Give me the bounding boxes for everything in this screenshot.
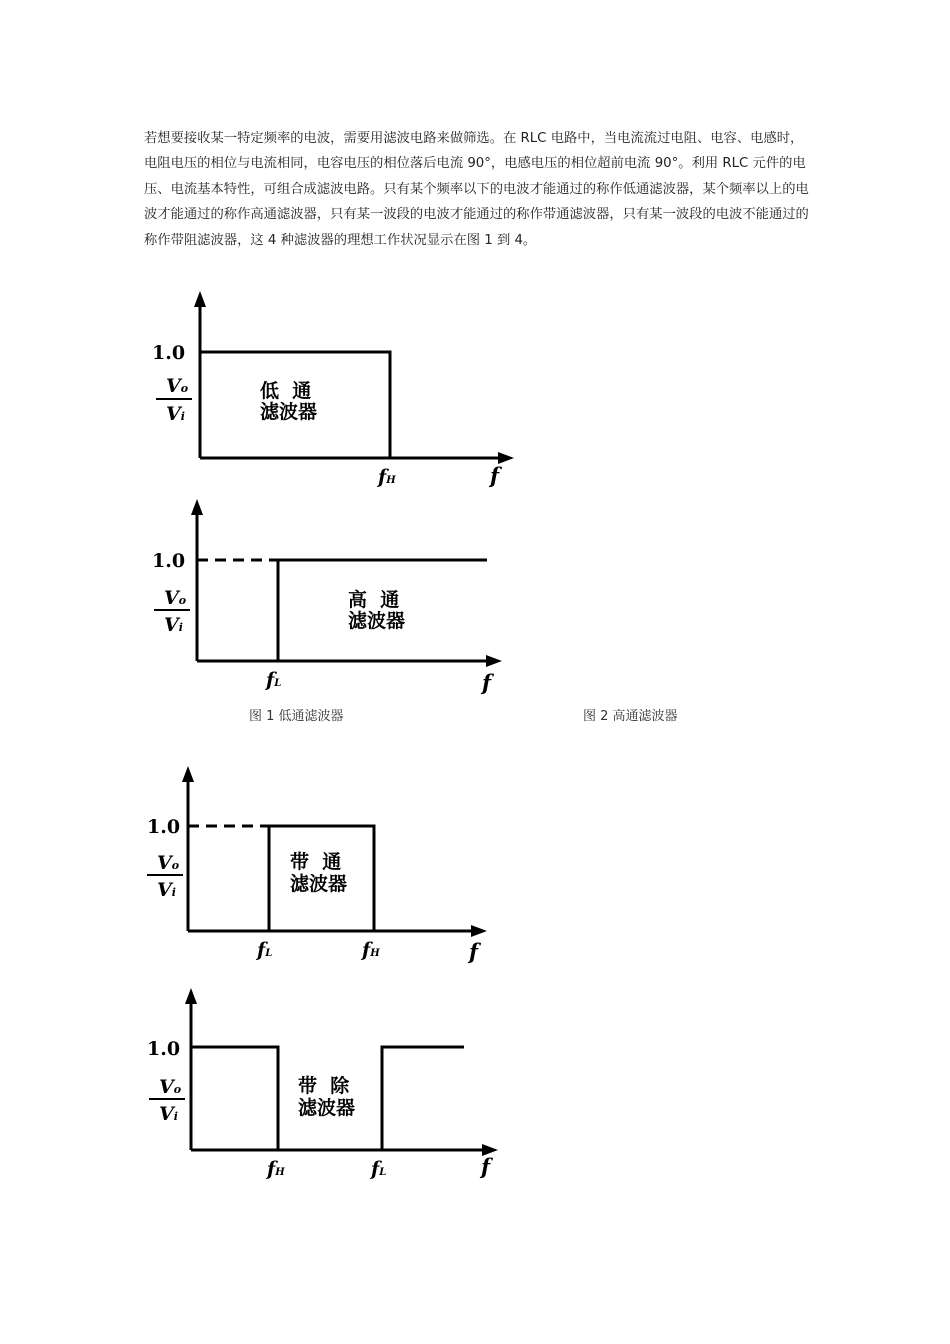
ratio-denominator: Vi xyxy=(166,403,185,425)
ratio-numerator: Vo xyxy=(159,1076,182,1098)
ratio-denominator: Vi xyxy=(164,614,183,636)
cutoff-label-low: fL xyxy=(257,939,273,961)
level-label: 1.0 xyxy=(147,1038,181,1060)
x-axis-arrow xyxy=(498,452,514,464)
y-axis-arrow xyxy=(182,766,194,782)
ratio-denominator: Vi xyxy=(159,1103,178,1125)
intro-paragraph: 若想要接收某一特定频率的电波，需要用滤波电路来做筛选。在 RLC 电路中，当电流流过电阻、电容、电感时，电阻电压的相位与电流相同，电容电压的相位落后电流 90°，电感电压的相位超前电流 90°。利用 RLC 元件的电压、电流基本特性，可组合成滤波电路。只有某个频率以下的电波才能通过的称作低通滤波器，某个频率以上的电波才能通过的称作高通滤波器，只有某一波段的电波才能通过的称作带通滤波器，只有某一波段的电波不能通过的称作带阻滤波器，这 4 种滤波器的理想工作状况显示在图 1 到 4。 xyxy=(144,131,809,248)
ratio-denominator: Vi xyxy=(157,879,176,901)
response-curve-high xyxy=(382,1047,464,1150)
bandstop-filter-diagram xyxy=(145,982,515,1187)
frequency-axis-label: f xyxy=(469,939,479,964)
cutoff-label-high: fH xyxy=(267,1158,285,1180)
highpass-filter-figure xyxy=(150,493,520,698)
filter-name-top: 带 通 xyxy=(290,851,342,873)
frequency-axis-label: f xyxy=(490,463,500,488)
filter-name-top: 带 除 xyxy=(298,1075,350,1097)
y-axis-arrow xyxy=(185,988,197,1004)
frequency-axis-label: f xyxy=(482,670,492,695)
cutoff-label-high: fH xyxy=(362,939,380,961)
lowpass-filter-figure xyxy=(150,285,520,495)
y-axis-arrow xyxy=(191,499,203,515)
x-axis-arrow xyxy=(471,925,487,937)
response-curve-low xyxy=(191,1047,278,1150)
bandstop-filter-figure xyxy=(145,982,515,1187)
filter-name-top: 高 通 xyxy=(348,589,400,611)
highpass-filter-diagram xyxy=(150,493,520,698)
x-axis-arrow xyxy=(486,655,502,667)
y-axis-arrow xyxy=(194,291,206,307)
filter-name-bottom: 滤波器 xyxy=(348,610,406,632)
ratio-numerator: Vo xyxy=(164,587,187,609)
lowpass-filter-diagram xyxy=(150,285,520,495)
frequency-axis-label: f xyxy=(481,1154,491,1179)
cutoff-label: fH xyxy=(378,466,396,488)
filter-name-bottom: 滤波器 xyxy=(260,401,318,423)
figure-2-caption: 图 2 高通滤波器 xyxy=(583,709,678,724)
bandpass-filter-diagram xyxy=(145,760,505,965)
cutoff-label-low: fL xyxy=(371,1158,387,1180)
figure-1-caption: 图 1 低通滤波器 xyxy=(249,709,344,724)
ratio-numerator: Vo xyxy=(166,375,189,397)
level-label: 1.0 xyxy=(152,550,186,572)
ratio-numerator: Vo xyxy=(157,852,180,874)
bandpass-filter-figure xyxy=(145,760,505,965)
filter-name-top: 低 通 xyxy=(260,380,312,402)
cutoff-label: fL xyxy=(266,669,282,691)
filter-name-bottom: 滤波器 xyxy=(290,873,348,895)
filter-name-bottom: 滤波器 xyxy=(298,1097,356,1119)
level-label: 1.0 xyxy=(147,816,181,838)
level-label: 1.0 xyxy=(152,342,186,364)
